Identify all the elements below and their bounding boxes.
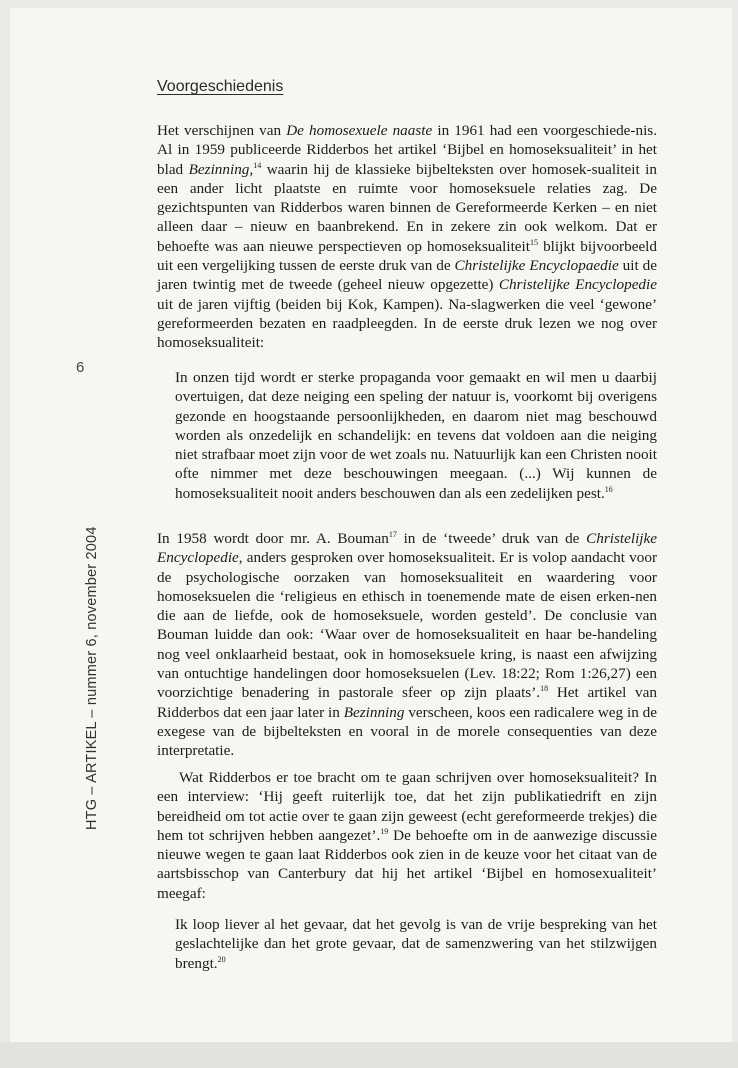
- footnote-ref-19: 19: [380, 826, 389, 836]
- paragraph-2: In 1958 wordt door mr. A. Bouman$^{17}$ in de ‘tweede’ druk van de Christelijke Encyclopedie, anders gesproken over homoseksualiteit. Er is volop aandacht voor de psychologische oorzaken van homoseksualiteit en waardering voor homoseksuelen die ‘religieus en ethisch in toenemende mate de eisen erken-nen die aan de liefde, ook de homoseksuele, worden gesteld’. De conclusie van Bouman luidde dan ook: ‘Waar over de homoseksualiteit en haar be-handeling nog veel onklaarheid bestaat, ook in homoseksuele kring, is naast een afwijzing van ontuchtige handelingen door homoseksuelen (Lev. 18:22; Rom 1:26,27) een voorzichtige benadering in pastorale sfeer op zijn plaats’.$^{18}$ Het artikel van Ridderbos dat een jaar later in Bezinning verscheen, koos een radicalere weg in de exegese van de bijbelteksten en vooral in de morele consequenties van deze interpretatie.: [157, 529, 657, 760]
- page-edge: [0, 1042, 738, 1068]
- block-quote-2: Ik loop liever al het gevaar, dat het gevolg is van de vrije bespreking van het geslachtelijke dan het grote gevaar, dat de samenzwering van het stilzwijgen brengt.$^{20}$: [175, 916, 657, 972]
- footnote-ref-18: 18: [540, 684, 549, 694]
- section-heading: Voorgeschiedenis: [157, 78, 284, 95]
- footnote-ref-16: 16: [604, 484, 613, 494]
- running-title: HTG – ARTIKEL – nummer 6, november 2004: [84, 526, 100, 830]
- footnote-ref-20: 20: [217, 954, 226, 964]
- footnote-ref-17: 17: [388, 529, 397, 539]
- footnote-ref-14: 14: [253, 160, 262, 170]
- footnote-ref-15: 15: [529, 237, 538, 247]
- paragraph-3: Wat Ridderbos er toe bracht om te gaan schrijven over homoseksualiteit? In een interview: ‘Hij geeft ruiterlijk toe, dat het zijn publikatiedrift en zijn bereidheid om tot actie over te gaan zijn geweest (echt gereformeerde trekjes) die hem tot schrijven hebben aangezet’.$^{19}$ De behoefte om in de aanwezige discussie nieuwe wegen te gaan laat Ridderbos ook zien in de keuze voor het citaat van de aartsbisschop van Canterbury dat hij het artikel ‘Bijbel en homosexualiteit’ meegaf:: [157, 769, 657, 902]
- paragraph-1: Het verschijnen van De homosexuele naaste in 1961 had een voorgeschiede-nis. Al in 1959 publiceerde Ridderbos het artikel ‘Bijbel en homoseksualiteit’ in het blad Bezinning,$^{14}$ waarin hij de klassieke bijbelteksten over homosek-sualiteit in een ander licht plaatste en ruimte voor homoseksuele relaties zag. De gezichtspunten van Ridderbos waren binnen de Gereformeerde Kerken – en niet alleen daar – nieuw en baanbrekend. En in zekere zin ook welkom. Dat er behoefte was aan nieuwe perspectieven op homoseksualiteit$^{15}$ blijkt bijvoorbeeld uit een vergelijking tussen de eerste druk van de Christelijke Encyclopaedie uit de jaren twintig met de tweede (geheel nieuw opgezette) Christelijke Encyclopedie uit de jaren vijftig (beiden bij Kok, Kampen). Na-slagwerken die veel ‘gewone’ gereformeerden bezaten en raadpleegden. In de eerste druk lezen we nog over homoseksualiteit:: [157, 122, 657, 352]
- block-quote-1: In onzen tijd wordt er sterke propaganda voor gemaakt en wil men u daarbij overtuigen, dat deze neiging een speling der natuur is, voorkomt bij overigens gezonde en hoogstaande persoonlijkheden, en daarom niet mag beschouwd worden als onzedelijk en schandelijk: en tevens dat voldoen aan die neiging niet strafbaar moet zijn voor de wet zoals nu. Natuurlijk kan een Christen nooit ofte nimmer met deze beschouwingen meegaan. (...) Wij kunnen de homoseksualiteit nooit anders beschouwen dan als een zedelijken pest.$^{16}$: [175, 369, 657, 502]
- page-number: 6: [76, 359, 85, 376]
